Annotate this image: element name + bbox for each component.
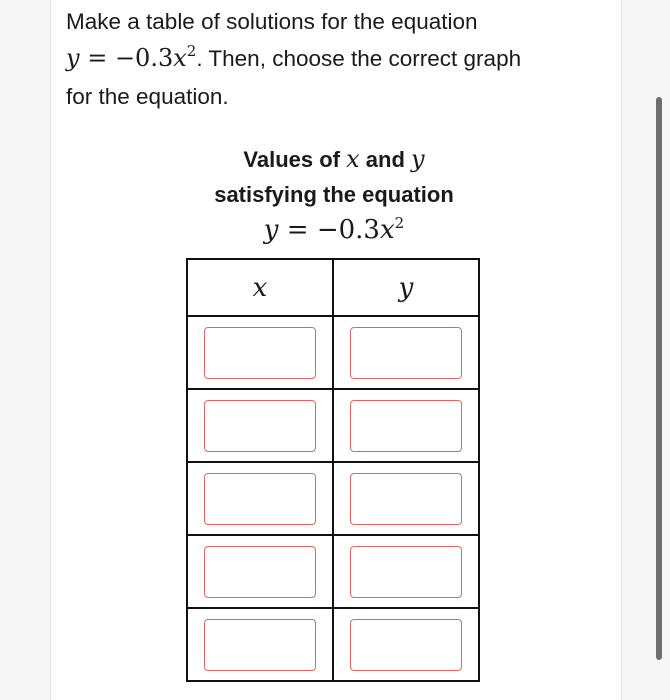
y-value-input[interactable] <box>350 546 462 598</box>
column-header-x: x <box>187 259 333 316</box>
prompt-line-1: Make a table of solutions for the equation <box>66 9 478 34</box>
x-value-input[interactable] <box>204 473 316 525</box>
caption-eq-sign: = <box>278 215 317 245</box>
y-value-input[interactable] <box>350 473 462 525</box>
table-cell-y <box>333 462 479 535</box>
y-value-input[interactable] <box>350 327 462 379</box>
table-row <box>187 608 479 681</box>
eq-variable: x <box>173 44 187 72</box>
prompt-line-2-text: . Then, choose the correct graph <box>196 46 522 71</box>
solutions-table <box>186 258 480 682</box>
caption-eq-lhs: y <box>263 215 279 245</box>
column-header-y: y <box>333 259 479 316</box>
eq-coefficient: −0.3 <box>114 44 174 72</box>
caption-and: and <box>359 147 412 172</box>
y-value-input[interactable] <box>350 400 462 452</box>
x-value-input[interactable] <box>204 546 316 598</box>
table-caption <box>184 142 484 212</box>
caption-line-2: satisfying the equation <box>214 182 454 207</box>
scrollbar[interactable] <box>656 97 662 660</box>
table-cell-y <box>333 535 479 608</box>
x-value-input[interactable] <box>204 327 316 379</box>
prompt-line-3: for the equation. <box>66 84 229 109</box>
x-value-input[interactable] <box>204 400 316 452</box>
table-cell-y <box>333 316 479 389</box>
table-cell-x <box>187 316 333 389</box>
prompt-equation <box>66 44 196 72</box>
eq-lhs: y <box>66 44 80 72</box>
table-cell-x <box>187 535 333 608</box>
caption-eq-coefficient: −0.3 <box>316 215 380 245</box>
table-cell-x <box>187 608 333 681</box>
table-cell-y <box>333 608 479 681</box>
caption-prefix: Values of <box>243 147 347 172</box>
caption-eq-variable: x <box>379 215 395 245</box>
table-row <box>187 389 479 462</box>
prompt-line-2 <box>66 40 606 79</box>
table-cell-y <box>333 389 479 462</box>
caption-line-1 <box>184 142 484 177</box>
table-cell-x <box>187 462 333 535</box>
table-row <box>187 316 479 389</box>
eq-exponent: 2 <box>186 42 197 60</box>
table-row <box>187 535 479 608</box>
table-row <box>187 462 479 535</box>
eq-sign: = <box>79 44 115 72</box>
caption-equation <box>184 215 484 245</box>
y-value-input[interactable] <box>350 619 462 671</box>
question-prompt <box>66 4 606 115</box>
x-value-input[interactable] <box>204 619 316 671</box>
table-header-row <box>187 259 479 316</box>
caption-var-x: x <box>346 145 360 173</box>
caption-eq-exponent: 2 <box>394 214 405 232</box>
table-cell-x <box>187 389 333 462</box>
caption-var-y: y <box>411 145 425 173</box>
